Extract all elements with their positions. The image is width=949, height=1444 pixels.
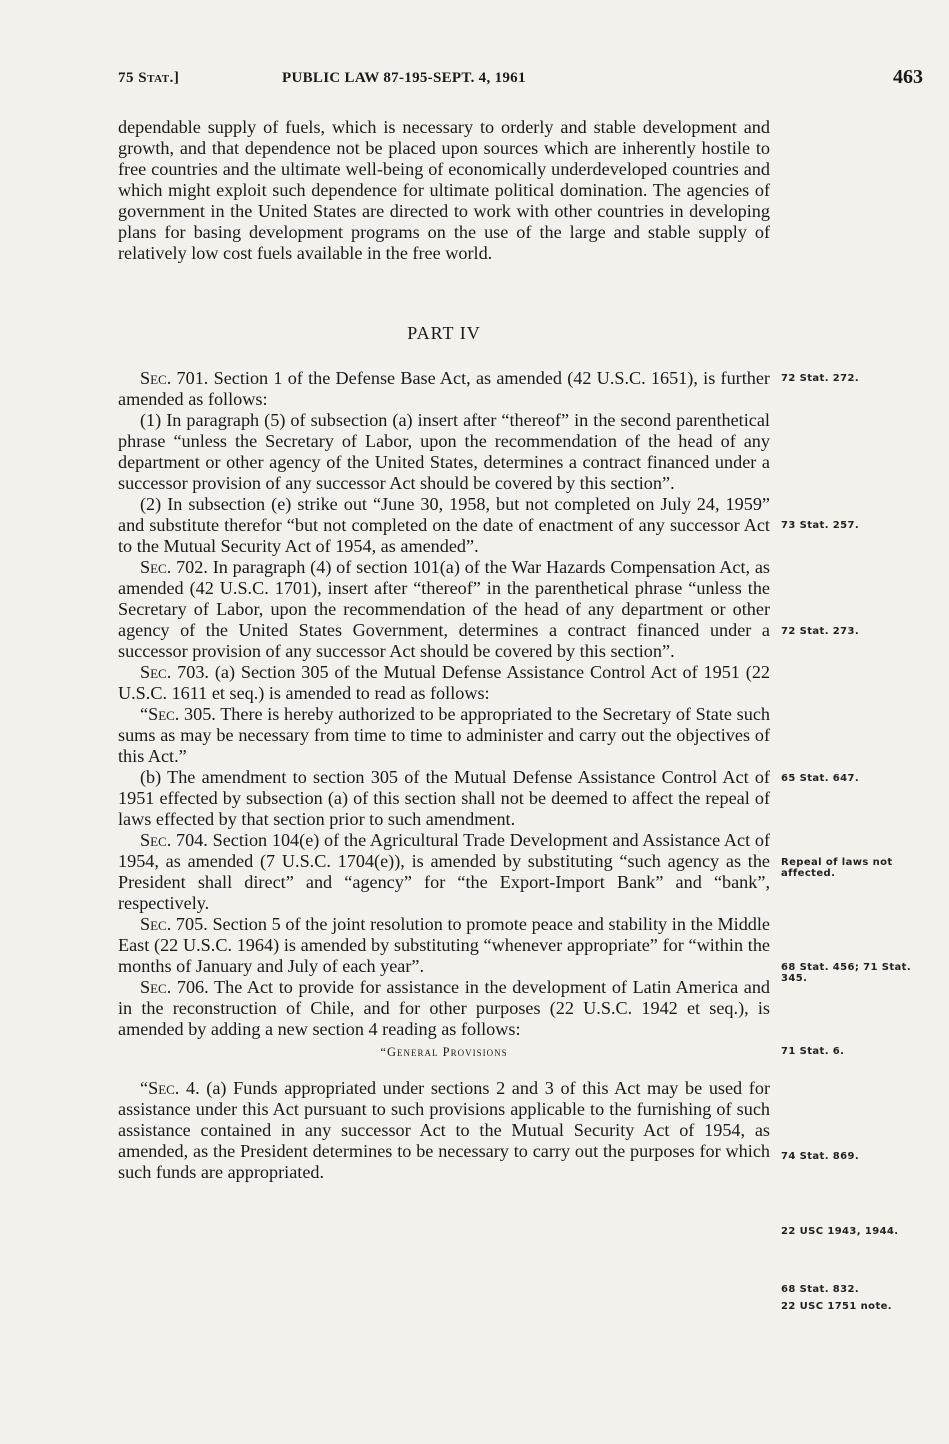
margin-note-22-usc-1751: 22 USC 1751 note. [781, 1301, 893, 1312]
sec-701-label: Sec. 701. [140, 368, 209, 388]
margin-note-72-stat-272: 72 Stat. 272. [781, 373, 860, 384]
sec-703-a-text: (a) Section 305 of the Mutual Defense Assistance Control Act of 1951 (22 U.S.C. 1611 et seq.) is amended to read as follows: [118, 662, 771, 703]
sec-705-text: Section 5 of the joint resolution to promote peace and stability in the Middle East (22 U.S.C. 1964) is amended by substituting “whenever appropriate” for “within the months of January and July of each year”. [118, 914, 771, 976]
header-stat-ref: 75 Stat.] [118, 70, 180, 86]
sec-702-label: Sec. 702. [140, 557, 208, 577]
general-provisions-heading: “General Provisions [380, 1045, 508, 1059]
sec-705-label: Sec. 705. [140, 914, 208, 934]
sec-702-text: In paragraph (4) of section 101(a) of the War Hazards Compensation Act, as amended (42 U.S.C. 1701), insert after “thereof” in the parenthetical phrase “unless the Secretary of Labor, upon the recommendation of the head of any department or other agency of the United States Government, determines a contract financed under a successor provision of any successor Act should be covered by this section”. [118, 557, 771, 661]
sec-703-a [118, 662, 770, 704]
header-title: PUBLIC LAW 87-195-SEPT. 4, 1961 [282, 70, 526, 86]
margin-note-65-stat-647: 65 Stat. 647. [781, 773, 860, 784]
sec-701-intro-text: Section 1 of the Defense Base Act, as amended (42 U.S.C. 1651), is further amended as follows: [118, 368, 770, 409]
sec-703-quote-text: There is hereby authorized to be appropriated to the Secretary of State such sums as may be necessary from time to time to administer and carry out the objectives of this Act.” [118, 704, 770, 766]
sec-706-text: The Act to provide for assistance in the development of Latin America and in the reconstruction of Chile, and for other purposes (22 U.S.C. 1942 et seq.), is amended by adding a new section 4 reading as follows: [118, 977, 771, 1039]
sec-703-quote-label: “Sec. 305. [140, 704, 216, 724]
margin-note-72-stat-273: 72 Stat. 273. [781, 626, 860, 637]
sec-4-quote [118, 1078, 770, 1183]
intro-paragraph: dependable supply of fuels, which is necessary to orderly and stable development and growth, and that dependence not be placed upon sources which are inherently hostile to free countries and the ultimate well-being of economically underdeveloped countries and which might exploit such dependence for ultimate political domination. The agencies of government in the United States are directed to work with other countries in developing plans for basing development programs on the use of the large and stable supply of relatively low cost fuels available in the free world. [118, 117, 770, 263]
margin-note-repeal: Repeal of laws not affected. [781, 857, 893, 879]
page-number: 463 [893, 66, 923, 88]
sec-703-quote [118, 704, 770, 767]
sec-701-intro [118, 368, 770, 410]
margin-note-73-stat-257: 73 Stat. 257. [781, 520, 860, 531]
sec-4-label: “Sec. 4. [140, 1078, 200, 1098]
sec-701-item-1: (1) In paragraph (5) of subsection (a) insert after “thereof” in the second parenthetical phrase “unless the Secretary of Labor, upon the recommendation of the head of any department or other agency of the United States, determines a contract financed under a successor provision of any successor Act should be covered by this section”. [118, 410, 770, 493]
sec-702 [118, 557, 770, 662]
margin-note-68-stat-456: 68 Stat. 456; 71 Stat. 345. [781, 962, 912, 984]
page-header [0, 60, 949, 90]
sec-4-text: (a) Funds appropriated under sections 2 and 3 of this Act may be used for assistance under this Act pursuant to such provisions applicable to the furnishing of such assistance contained in any successor Act to the Mutual Security Act of 1954, as amended, as the President determines to be necessary to carry out the purposes for which such funds are appropriated. [118, 1078, 771, 1182]
sec-704-text: Section 104(e) of the Agricultural Trade Development and Assistance Act of 1954, as amended (7 U.S.C. 1704(e)), is amended by substituting “such agency as the President shall direct” and “agency” for “the Export-Import Bank” and “bank”, respectively. [118, 830, 771, 913]
sec-706 [118, 977, 770, 1040]
sec-705 [118, 914, 770, 977]
margin-note-71-stat-6: 71 Stat. 6. [781, 1046, 845, 1057]
margin-note-68-stat-832: 68 Stat. 832. [781, 1284, 860, 1295]
sec-701-item-2: (2) In subsection (e) strike out “June 30, 1958, but not completed on July 24, 1959” and substitute therefor “but not completed on the date of enactment of any successor Act to the Mutual Security Act of 1954, as amended”. [118, 494, 770, 556]
sec-706-label: Sec. 706. [140, 977, 209, 997]
sections-block [118, 368, 770, 1183]
sec-704 [118, 830, 770, 914]
sec-703-label: Sec. 703. [140, 662, 209, 682]
sec-703-b: (b) The amendment to section 305 of the Mutual Defense Assistance Control Act of 1951 effected by subsection (a) of this section shall not be deemed to affect the repeal of laws effected by that section prior to such amendment. [118, 767, 770, 829]
margin-note-22-usc-1943: 22 USC 1943, 1944. [781, 1226, 899, 1237]
part-heading: PART IV [407, 323, 481, 343]
margin-note-74-stat-869: 74 Stat. 869. [781, 1151, 860, 1162]
intro-block [118, 117, 770, 264]
sec-704-label: Sec. 704. [140, 830, 208, 850]
